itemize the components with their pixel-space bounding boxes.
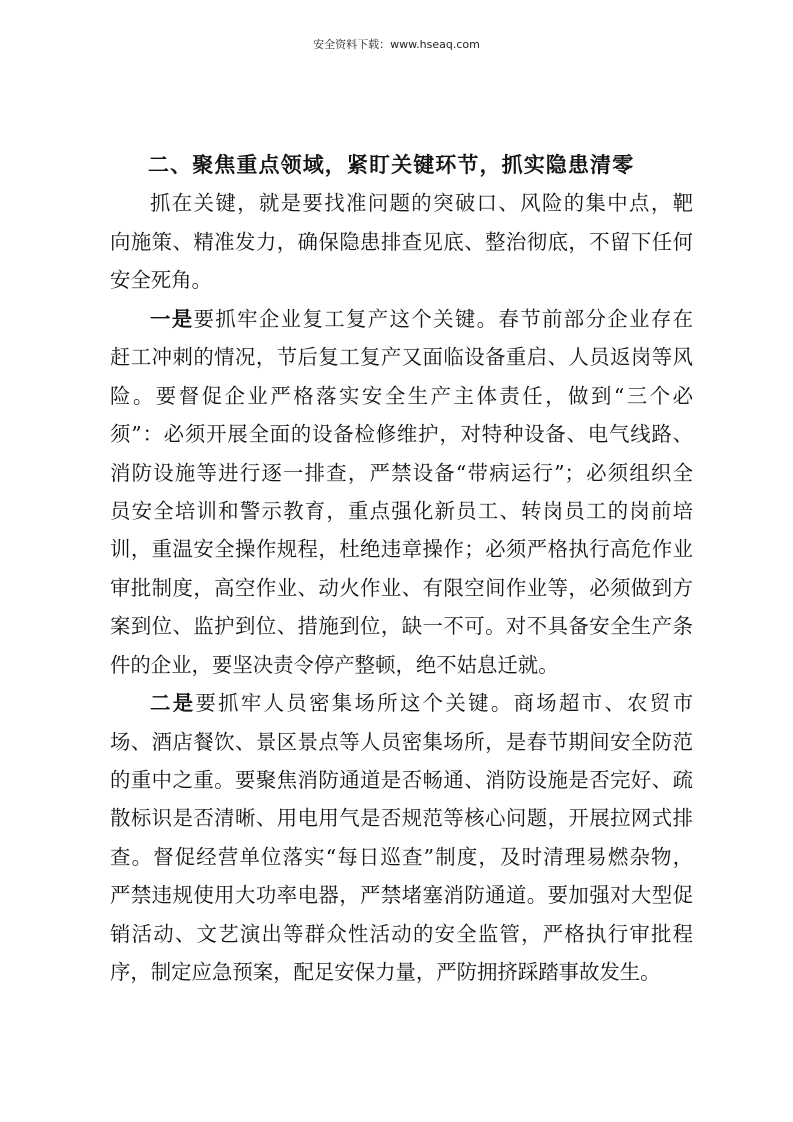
paragraph-3-line: [110, 684, 693, 722]
paragraph-3-lead: 二是: [150, 691, 196, 716]
paragraph-3-line: 销活动、文艺演出等群众性活动的安全监管，严格执行审批程: [110, 921, 693, 946]
paragraph-3-first-line-text: 要抓牢人员密集场所这个关键。商场超市、农贸市: [195, 691, 693, 716]
paragraph-3-line: 的重中之重。要聚焦消防通道是否畅通、消防设施是否完好、疏: [110, 768, 693, 792]
document-body: [110, 146, 693, 992]
paragraph-2-line: 员安全培训和警示教育，重点强化新员工、转岗员工的岗前培: [110, 498, 693, 523]
paragraph-2-line: 训，重温安全操作规程，杜绝违章操作；必须严格执行高危作业: [110, 537, 693, 562]
page-header: 安全资料下载：www.hseaq.com: [313, 38, 480, 51]
paragraph-2-line: 案到位、监护到位、措施到位，缺一不可。对不具备安全生产条: [110, 614, 693, 639]
paragraph-2-line: 消防设施等进行逐一排查，严禁设备“带病运行”；必须组织全: [110, 460, 693, 485]
paragraph-3-line: 严禁违规使用大功率电器，严禁堵塞消防通道。要加强对大型促: [110, 883, 693, 908]
paragraph-3-line: 场、酒店餐饮、景区景点等人员密集场所，是春节期间安全防范: [110, 729, 693, 754]
paragraph-2-line: [110, 300, 693, 338]
paragraph-1-line: 安全死角。: [110, 268, 212, 293]
paragraph-2-line: 险。要督促企业严格落实安全生产主体责任，做到“三个必: [110, 383, 693, 408]
paragraph-2-first-line-text: 要抓牢企业复工复产这个关键。春节前部分企业存在: [193, 306, 693, 331]
paragraph-3-line: 序，制定应急预案，配足安保力量，严防拥挤踩踏事故发生。: [110, 960, 661, 985]
paragraph-2-line: 件的企业，要坚决责令停产整顿，绝不姑息迁就。: [110, 652, 559, 677]
paragraph-1-line: 抓在关键，就是要找准问题的突破口、风险的集中点，靶: [150, 191, 693, 216]
paragraph-2-line: 须”：必须开展全面的设备检修维护，对特种设备、电气线路、: [110, 422, 693, 447]
paragraph-2-lead: 一是: [150, 306, 194, 331]
paragraph-3-line: 散标识是否清晰、用电用气是否规范等核心问题，开展拉网式排: [110, 806, 693, 831]
paragraph-3-line: 查。督促经营单位落实“每日巡查”制度，及时清理易燃杂物，: [110, 844, 693, 869]
paragraph-2-line: 赶工冲刺的情况，节后复工复产又面临设备重启、人员返岗等风: [110, 345, 693, 370]
section-heading: 二、聚焦重点领域，紧盯关键环节，抓实隐患清零: [148, 153, 635, 177]
paragraph-1-line: 向施策、精准发力，确保隐患排查见底、整治彻底，不留下任何: [110, 229, 693, 254]
paragraph-2-line: 审批制度，高空作业、动火作业、有限空间作业等，必须做到方: [110, 575, 693, 600]
